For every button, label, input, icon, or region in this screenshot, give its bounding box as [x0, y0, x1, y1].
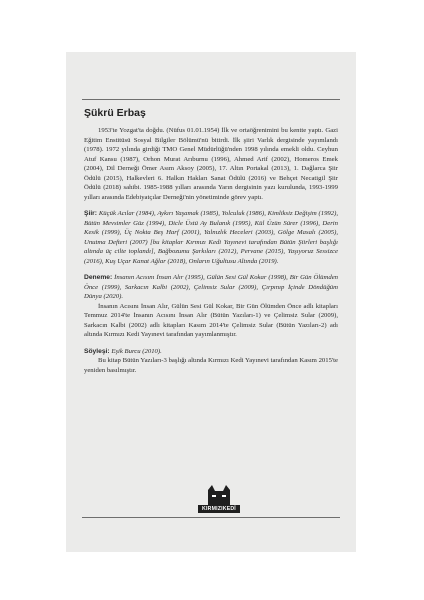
essay-label: Deneme: [84, 274, 113, 282]
top-divider [82, 99, 340, 100]
publisher-logo [198, 484, 240, 520]
essay-list: İnsanın Acısını İnsan Alır (1995), Gülün Sesi Gül Kokar (1998), Bir Gün Ölümden Önce (1999), Sarkacın Kalbi (2002), Çelimsiz Sular (2009), Çırpınıp İçinde Döndüğüm Dünya (2020). [84, 274, 339, 301]
author-name: Şükrü Erbaş [84, 107, 146, 119]
bio-paragraph: 1953'te Yozgat'ta doğdu. (Nüfus 01.01.1954) İlk ve ortaöğrenimini bu kentte yaptı. Gazi Eğitim Enstitüsü Sosyal Bilgiler Bölümü'nü bitirdi. İlk şiiri Varlık dergisinde yayımlandı (1978). 1972 yılında girdiği TMO Genel Müdürlüğü'nden 1998 yılında emekli oldu. Ceyhun Atuf Kansu (1987), Orhon Murat Arıburnu (1996), Ahmed Arif (2002), Homeros Emek (2004), Dil Derneği Ömer Asım Aksoy (2005), 17. Altın Portakal (2013), 1. Dağlarca Şiir Ödülü (2015), Halkevleri 6. Halkın Hakları Sanat Ödülü (2016) ve Behçet Necatigil Şiir Ödülü (2018) sahibi. 1985-1988 yılları arasında Yarın dergisinin yazı kurulunda, 1993-1999 yılları arasında Edebiyatçılar Derneği'nin yönetiminde görev yaptı. [84, 127, 338, 201]
poetry-section [84, 209, 338, 266]
talk-note: Bu kitap Bütün Yazıları-3 başlığı altında Kırmızı Kedi Yayınevi tarafından Kasım 2015'te yeniden basılmıştır. [84, 357, 338, 374]
talk-title: Eşik Burcu (2010). [111, 347, 162, 355]
publisher-name: KIRMIZIKEDİ [198, 505, 240, 513]
bottom-divider [82, 517, 340, 518]
biography-body [84, 126, 338, 375]
poetry-label: Şiir: [84, 210, 98, 218]
essay-collection-note: İnsanın Acısını İnsan Alır, Gülün Sesi Gül Kokar, Bir Gün Ölümden Önce adlı kitapları Temmuz 2014'te İnsanın Acısını İnsan Alır (Bütün Yazıları-1) ve Çelimsiz Sular (2009), Sarkacın Kalbi (2002) adlı kitapları Kasım 2014'te Çelimsiz Sular (Bütün Yazıları-2) adı altında Kırmızı Kedi Yayınevi tarafından yayımlanmıştır. [84, 302, 338, 339]
essay-section [84, 273, 338, 340]
cat-publisher-logo-icon [204, 484, 234, 506]
poetry-list: Küçük Acılar (1984), Aykırı Yaşamak (1985), Yolculuk (1986), Kimliksiz Değişim (1992), Bütün Mevsimler Güz (1994), Dicle Üstü Ay Bulanık (1995), Kül Üzün Sürer (1996), Derin Kesik (1999), Üç Nokta Beş Harf (2001), Yalnızlık Heceleri (2003), Gölge Masalı (2005), Unutma Defteri (2007) [bu kitaplar Kırmızı Kedi Yayınevi tarafından Bütün Şiirleri başlığı altında üç cilte toplandı], Bağbozumu Şarkıları (2012), Pervane (2015), Yaşıyoruz Sessizce (2016), Kuş Uçar Kanat Ağlar (2018), Onların Uğultusu Altında (2019). [84, 210, 338, 265]
talk-section [84, 347, 338, 376]
talk-label: Söyleşi: [84, 347, 110, 355]
